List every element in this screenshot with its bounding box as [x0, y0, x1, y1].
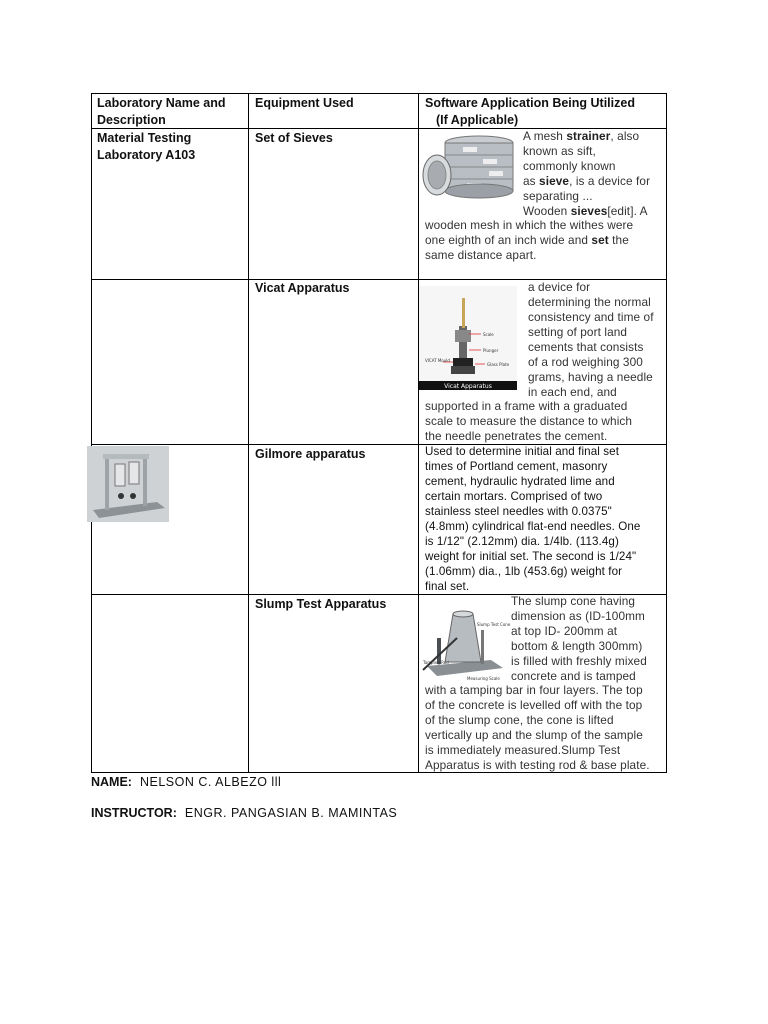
- header-software: [425, 95, 635, 129]
- vicat-tag-plunger: Plunger: [483, 348, 499, 353]
- desc-line: scale to measure the distance to which: [425, 414, 633, 428]
- desc-line: one eighth of an inch wide and set the: [425, 233, 629, 247]
- header-lab-name: Laboratory Name and Description: [97, 96, 226, 127]
- instructor-label: INSTRUCTOR:: [91, 806, 177, 820]
- desc-line: is 1/12" (2.12mm) dia. 1/4lb. (113.4g): [425, 535, 619, 548]
- header-equipment: Equipment Used: [255, 96, 354, 110]
- desc-line: A mesh strainer, also: [523, 129, 640, 143]
- desc-line: supported in a frame with a graduated: [425, 399, 628, 413]
- slump-description-wrapped: [511, 594, 647, 684]
- lab-name-line1: Material Testing: [97, 131, 192, 145]
- instructor-name: [91, 806, 397, 820]
- desc-line: commonly known: [523, 159, 616, 173]
- desc-line: Wooden sieves[edit]. A: [523, 204, 648, 218]
- table-border-right: [666, 93, 667, 773]
- vicat-description-full: [425, 399, 632, 444]
- desc-line: times of Portland cement, masonry: [425, 460, 608, 473]
- equipment-slump: Slump Test Apparatus: [255, 597, 387, 611]
- gilmore-description: [425, 444, 640, 594]
- header-software-line1: Software Application Being Utilized: [425, 96, 635, 110]
- desc-line: cements that consists: [528, 340, 644, 354]
- desc-line: The slump cone having: [511, 594, 636, 608]
- desc-line: in each end, and: [528, 385, 617, 399]
- slump-tag-scale: Measuring Scale: [467, 676, 500, 681]
- desc-line: stainless steel needles with 0.0375": [425, 505, 612, 518]
- vicat-apparatus-image: [419, 286, 517, 390]
- vicat-image-caption: Vicat Apparatus: [444, 383, 492, 390]
- vicat-tag-mould: VICAT Mould: [425, 358, 450, 363]
- desc-line: consistency and time of: [528, 310, 654, 324]
- desc-line: final set.: [425, 580, 470, 593]
- desc-line: determining the normal: [528, 295, 651, 309]
- equipment-sieves: Set of Sieves: [255, 131, 333, 145]
- header-software-line2: (If Applicable): [436, 113, 519, 127]
- desc-line: certain mortars. Comprised of two: [425, 490, 603, 503]
- desc-line: a device for: [528, 280, 591, 294]
- lab-name-line2: Laboratory A103: [97, 148, 196, 162]
- desc-line: the needle penetrates the cement.: [425, 429, 608, 443]
- desc-line: of the slump cone, the cone is lifted: [425, 713, 614, 727]
- desc-line: (1.06mm) dia., 1lb (453.6g) weight for: [425, 565, 623, 578]
- desc-line: known as sift,: [523, 144, 596, 158]
- desc-line: Apparatus is with testing rod & base plate.: [425, 758, 650, 772]
- desc-line: weight for initial set. The second is 1/24": [425, 550, 637, 563]
- desc-line: grams, having a needle: [528, 370, 653, 384]
- desc-line: of the concrete is levelled off with the top: [425, 698, 643, 712]
- table-divider-1: [248, 93, 249, 773]
- vicat-tag-glass: Glass Plate: [487, 362, 510, 367]
- desc-line: wooden mesh in which the withes were: [425, 218, 634, 232]
- desc-line: at top ID- 200mm at: [511, 624, 618, 638]
- desc-line: of a rod weighing 300: [528, 355, 643, 369]
- sieve-description-wrapped: [523, 129, 650, 219]
- desc-line: bottom & length 300mm): [511, 639, 643, 653]
- student-name: [91, 775, 281, 789]
- desc-line: is immediately measured.Slump Test: [425, 743, 621, 757]
- sieve-description-full: [425, 218, 633, 263]
- desc-line: Used to determine initial and final set: [425, 445, 620, 458]
- vicat-description-wrapped: [528, 280, 654, 400]
- name-label: NAME:: [91, 775, 132, 789]
- table-border-top: [91, 93, 667, 94]
- desc-line: separating ...: [523, 189, 593, 203]
- table-border-left: [91, 93, 92, 773]
- desc-line: as sieve, is a device for: [523, 174, 651, 188]
- slump-tag-rod: Tamping Rod: [423, 660, 449, 665]
- instructor-value: ENGR. PANGASIAN B. MAMINTAS: [184, 806, 398, 820]
- desc-line: dimension as (ID-100mm: [511, 609, 645, 623]
- desc-line: concrete and is tamped: [511, 669, 636, 683]
- desc-line: cement, hydraulic hydrated lime and: [425, 475, 615, 488]
- desc-line: (4.8mm) cylindrical flat-end needles. One: [425, 520, 641, 533]
- vicat-tag-scale: Scale: [483, 332, 494, 337]
- slump-description-full: [425, 683, 650, 773]
- desc-line: same distance apart.: [425, 248, 537, 262]
- gilmore-apparatus-image: [87, 446, 169, 522]
- slump-test-image: [421, 598, 511, 682]
- equipment-gilmore: Gilmore apparatus: [255, 447, 366, 461]
- desc-line: vertically up and the slump of the sample: [425, 728, 643, 742]
- lab-name: [97, 130, 195, 164]
- desc-line: is filled with freshly mixed: [511, 654, 647, 668]
- slump-tag-cone: Slump Test Cone: [477, 622, 511, 627]
- equipment-vicat: Vicat Apparatus: [255, 281, 350, 295]
- desc-line: setting of port land: [528, 325, 628, 339]
- desc-line: with a tamping bar in four layers. The top: [425, 683, 643, 697]
- sieve-stack-image: [419, 131, 517, 205]
- name-value: NELSON C. ALBEZO lll: [139, 775, 282, 789]
